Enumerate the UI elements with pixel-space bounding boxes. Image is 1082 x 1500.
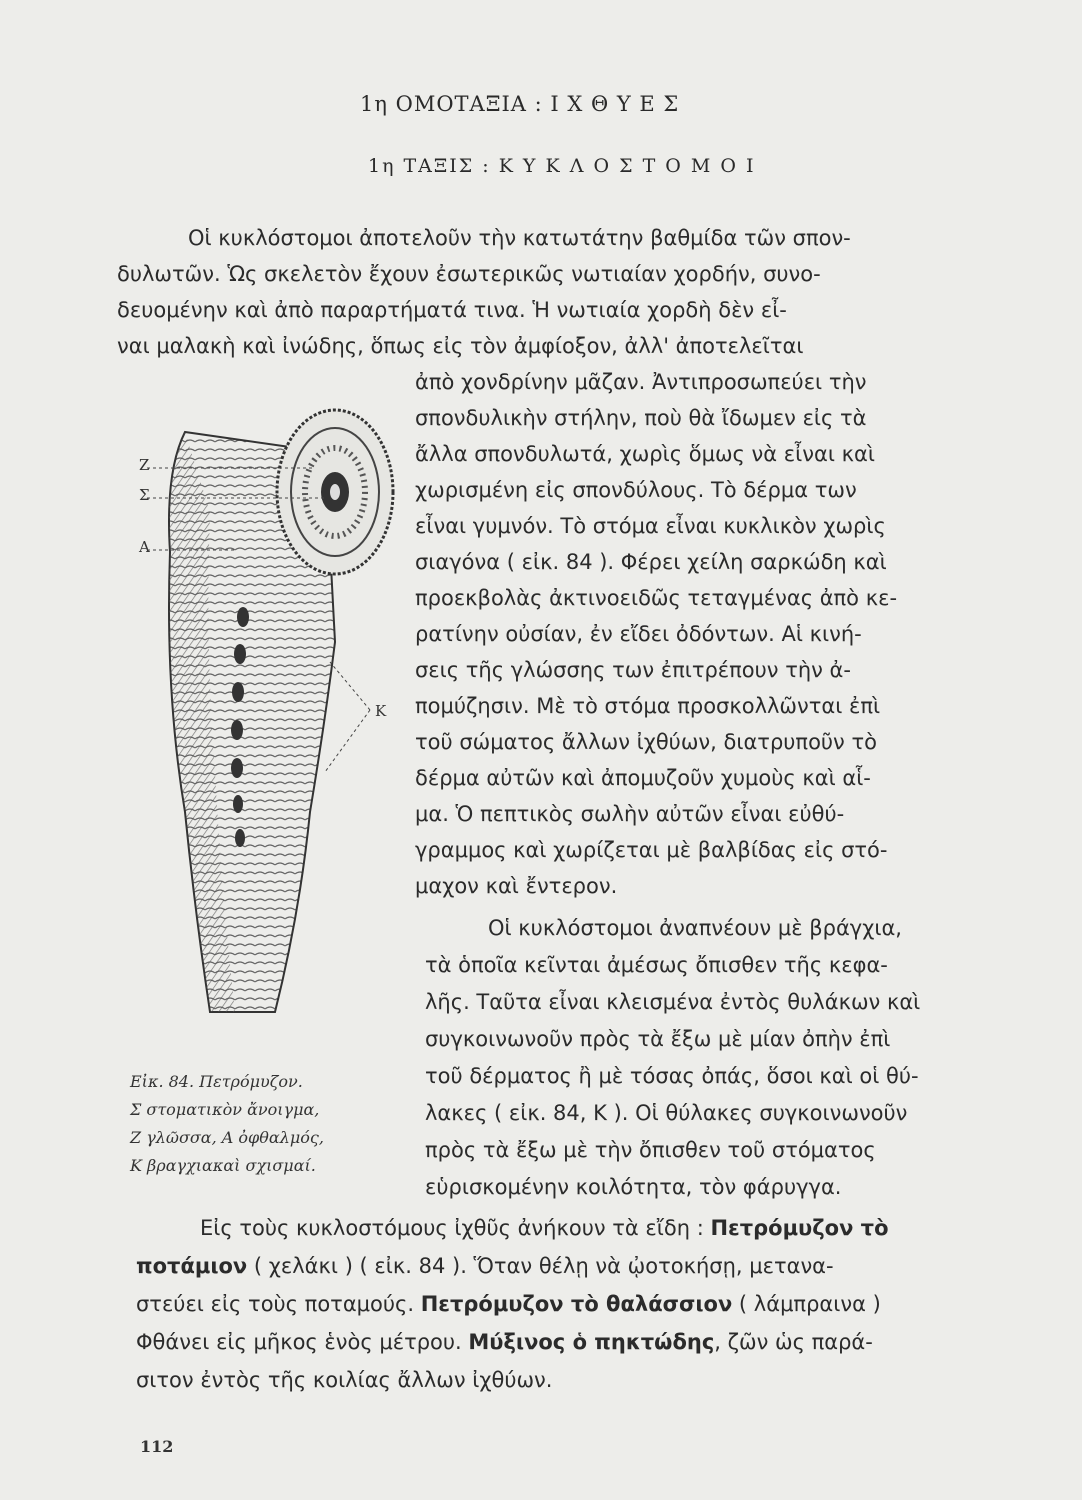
page-number: 112 <box>140 1437 174 1456</box>
body-line: τοῦ σώματος ἄλλων ἰχθύων, διατρυποῦν τὸ <box>415 730 877 754</box>
body-line: σπονδυλικὴν στήλην, ποὺ θὰ ἴδωμεν εἰς τὰ <box>415 406 867 430</box>
lamprey-illustration <box>125 392 410 1042</box>
caption-line: Σ στοματικὸν ἄνοιγμα, <box>130 1100 320 1119</box>
species-text: ( λάμπραινα ) <box>732 1292 881 1316</box>
body-line: ἀπὸ χονδρίνην μᾶζαν. Ἀντιπροσωπεύει τὴν <box>415 370 867 394</box>
body-line: ἄλλα σπονδυλωτά, χωρὶς ὅμως νὰ εἶναι καὶ <box>415 442 875 466</box>
oral-disc <box>277 410 393 574</box>
species-name-bold: Πετρόμυζον τὸ θαλάσσιον <box>420 1292 733 1316</box>
caption-line: Ζ γλῶσσα, Α ὀφθαλμός, <box>130 1128 324 1147</box>
species-line: σιτον ἐντὸς τῆς κοιλίας ἄλλων ἰχθύων. <box>136 1368 553 1392</box>
figure-caption <box>130 1068 400 1180</box>
species-line <box>136 1294 881 1315</box>
species-text: Φθάνει εἰς μῆκος ἑνὸς μέτρου. <box>136 1330 469 1354</box>
species-text: ( χελάκι ) ( εἰκ. 84 ). Ὅταν θέλῃ νὰ ᾠοτοκήσῃ, μετανα- <box>247 1254 834 1278</box>
body-line: συγκοινωνοῦν πρὸς τὰ ἔξω μὲ μίαν ὀπὴν ἐπὶ <box>425 1027 891 1051</box>
species-line <box>136 1256 834 1277</box>
body-line: λακες ( εἰκ. 84, Κ ). Οἱ θύλακες συγκοινωνοῦν <box>425 1101 908 1125</box>
label-s: Σ <box>139 486 150 504</box>
body-line: χωρισμένη εἰς σπονδύλους. Τὸ δέρμα των <box>415 478 857 502</box>
body-line: τοῦ δέρματος ἢ μὲ τόσας ὀπάς, ὅσοι καὶ οἱ θύ- <box>425 1064 919 1088</box>
body-line: σεις τῆς γλώσσης των ἐπιτρέπουν τὴν ἀ- <box>415 658 851 682</box>
body-line: μαχον καὶ ἔντερον. <box>415 874 618 898</box>
body-line: εἶναι γυμνόν. Τὸ στόμα εἶναι κυκλικὸν χωρὶς <box>415 514 886 538</box>
species-text: στεύει εἰς τοὺς ποταμούς. <box>136 1292 421 1316</box>
body-line: πομύζησιν. Μὲ τὸ στόμα προσκολλῶνται ἐπὶ <box>415 694 881 718</box>
body-line: προεκβολὰς ἀκτινοειδῶς τεταγμένας ἀπὸ κε- <box>415 586 898 610</box>
body-line: πρὸς τὰ ἔξω μὲ τὴν ὄπισθεν τοῦ στόματος <box>425 1138 876 1162</box>
label-z: Ζ <box>139 456 150 474</box>
body-line: δευομένην καὶ ἀπὸ παραρτήματά τινα. Ἡ νωτιαία χορδὴ δὲν εἶ- <box>117 298 787 322</box>
body-line: σιαγόνα ( εἰκ. 84 ). Φέρει χείλη σαρκώδη καὶ <box>415 550 887 574</box>
body-line: γραμμος καὶ χωρίζεται μὲ βαλβίδας εἰς στό- <box>415 838 888 862</box>
body-line: Οἱ κυκλόστομοι ἀναπνέουν μὲ βράγχια, <box>488 916 902 940</box>
species-line <box>200 1218 889 1239</box>
caption-line: Κ βραγχιακαὶ σχισμαί. <box>130 1156 316 1175</box>
body-line: εὑρισκομένην κοιλότητα, τὸν φάρυγγα. <box>425 1175 842 1199</box>
species-name-bold: ποτάμιον <box>136 1254 248 1278</box>
label-k: Κ <box>375 702 387 720</box>
body-line: Οἱ κυκλόστομοι ἀποτελοῦν τὴν κατωτάτην βαθμίδα τῶν σπον- <box>188 226 851 250</box>
order-heading: 1η ΤΑΞΙΣ : Κ Υ Κ Λ Ο Σ Τ Ο Μ Ο Ι <box>368 155 756 177</box>
species-text: , ζῶν ὡς παρά- <box>714 1330 873 1354</box>
species-name-bold: Μύξινος ὁ πηκτώδης <box>468 1330 715 1354</box>
species-text: Εἰς τοὺς κυκλοστόμους ἰχθῦς ἀνήκουν τὰ εἴδη : <box>200 1216 711 1240</box>
label-a: Α <box>139 538 150 556</box>
body-line: τὰ ὁποῖα κεῖνται ἀμέσως ὄπισθεν τῆς κεφα- <box>425 953 888 977</box>
body-line: μα. Ὁ πεπτικὸς σωλὴν αὐτῶν εἶναι εὐθύ- <box>415 802 845 826</box>
species-line <box>136 1332 873 1353</box>
body-line: ναι μαλακὴ καὶ ἰνώδης, ὅπως εἰς τὸν ἀμφίοξον, ἀλλ' ἀποτελεῖται <box>117 334 804 358</box>
caption-line: Εἰκ. 84. Πετρόμυζον. <box>130 1072 303 1091</box>
body-line: ρατίνην οὐσίαν, ἐν εἴδει ὀδόντων. Αἱ κινή- <box>415 622 862 646</box>
body-line: δέρμα αὐτῶν καὶ ἀπομυζοῦν χυμοὺς καὶ αἷ- <box>415 766 871 790</box>
body-line: δυλωτῶν. Ὡς σκελετὸν ἔχουν ἐσωτερικῶς νωτιαίαν χορδήν, συνο- <box>117 262 821 286</box>
lamprey-figure <box>125 392 410 1042</box>
class-heading: 1η ΟΜΟΤΑΞΙΑ : Ι Χ Θ Υ Ε Σ <box>360 92 680 116</box>
species-name-bold: Πετρόμυζον τὸ <box>710 1216 889 1240</box>
body-line: λῆς. Ταῦτα εἶναι κλεισμένα ἐντὸς θυλάκων καὶ <box>425 990 921 1014</box>
